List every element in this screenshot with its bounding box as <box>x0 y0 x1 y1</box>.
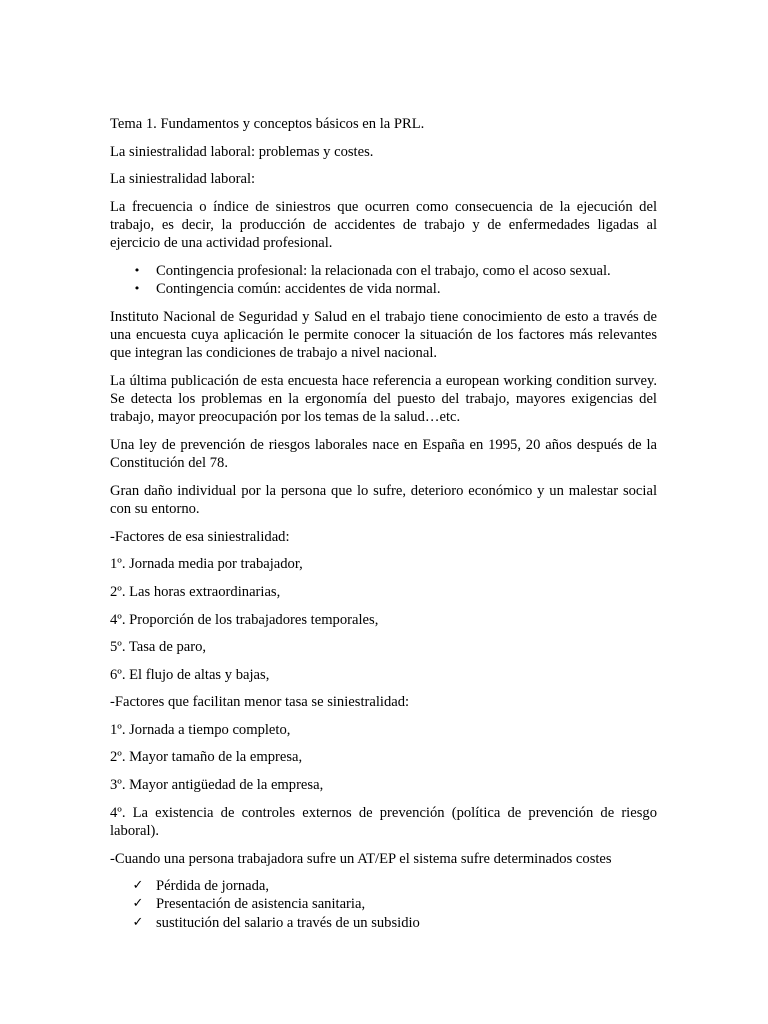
paragraph-instituto: Instituto Nacional de Seguridad y Salud en el trabajo tiene conocimiento de esto a través de una encuesta cuya aplicación le permite conocer la situación de los factores más relevantes que integran las condiciones de trabajo a nivel nacional. <box>110 308 657 362</box>
bullet-icon: • <box>133 282 141 296</box>
list-item-text: Contingencia profesional: la relacionada con el trabajo, como el acoso sexual. <box>156 262 611 279</box>
list-item <box>110 877 657 895</box>
list-item <box>110 895 657 913</box>
paragraph-publicacion: La última publicación de esta encuesta hace referencia a european working condition survey. Se detecta los problemas en la ergonomía del puesto del trabajo, mayores exigencias del trabajo, mayor preocupación por los temas de la salud…etc. <box>110 372 657 426</box>
list-item <box>110 914 657 932</box>
checkmark-icon: ✓ <box>132 878 144 894</box>
paragraph-dano: Gran daño individual por la persona que lo sufre, deterioro económico y un malestar social con su entorno. <box>110 482 657 518</box>
list-item-text: Presentación de asistencia sanitaria, <box>156 896 366 913</box>
factor-item: 1º. Jornada media por trabajador, <box>110 556 303 573</box>
facilitan-heading: -Factores que facilitan menor tasa se siniestralidad: <box>110 694 410 711</box>
factor-item: 5º. Tasa de paro, <box>110 639 207 656</box>
list-item <box>110 262 657 280</box>
bullet-icon: • <box>133 263 141 277</box>
facilitan-item: 1º. Jornada a tiempo completo, <box>110 721 291 738</box>
list-item-text: Contingencia común: accidentes de vida normal. <box>156 281 441 298</box>
document-subtitle: La siniestralidad laboral: problemas y costes. <box>110 143 374 160</box>
factores-heading: -Factores de esa siniestralidad: <box>110 528 290 545</box>
factor-item: 2º. Las horas extraordinarias, <box>110 583 281 600</box>
section-heading: La siniestralidad laboral: <box>110 171 256 188</box>
costes-list <box>110 877 657 932</box>
document-body <box>110 115 657 941</box>
paragraph-ley: Una ley de prevención de riesgos laborales nace en España en 1995, 20 años después de la Constitución del 78. <box>110 436 657 472</box>
costes-heading: -Cuando una persona trabajadora sufre un AT/EP el sistema sufre determinados costes <box>110 850 612 867</box>
facilitan-item: 3º. Mayor antigüedad de la empresa, <box>110 777 324 794</box>
contingencies-list <box>110 262 657 299</box>
list-item <box>110 280 657 298</box>
list-item-text: sustitución del salario a través de un subsidio <box>156 914 420 931</box>
document-title: Tema 1. Fundamentos y conceptos básicos en la PRL. <box>110 116 425 132</box>
checkmark-icon: ✓ <box>132 914 144 930</box>
facilitan-item: 4º. La existencia de controles externos de prevención (política de prevención de riesgo laboral). <box>110 804 657 839</box>
factor-item: 4º. Proporción de los trabajadores temporales, <box>110 611 379 628</box>
list-item-text: Pérdida de jornada, <box>156 878 270 895</box>
checkmark-icon: ✓ <box>132 896 144 912</box>
facilitan-item: 2º. Mayor tamaño de la empresa, <box>110 749 303 766</box>
factor-item: 6º. El flujo de altas y bajas, <box>110 666 270 683</box>
paragraph-definition: La frecuencia o índice de siniestros que ocurren como consecuencia de la ejecución del trabajo, es decir, la producción de accidentes de trabajo y de enfermedades ligadas al ejercicio de una actividad profesional. <box>110 198 657 252</box>
